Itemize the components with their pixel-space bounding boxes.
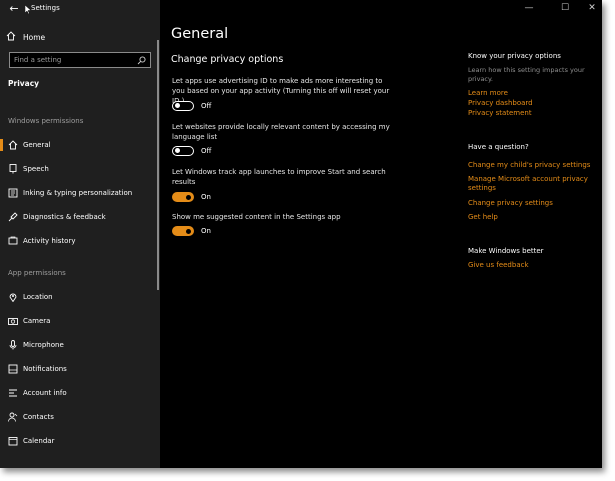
sidebar-item-label: General <box>23 141 51 149</box>
sidebar-item-label: Camera <box>23 317 51 325</box>
home-label: Home <box>23 32 46 42</box>
toggle-state-label: On <box>201 193 211 201</box>
toggle-state-label: On <box>201 227 211 235</box>
back-button[interactable]: ← <box>9 2 19 15</box>
sidebar-item-account-info[interactable] <box>0 386 156 400</box>
privacy-dashboard-link[interactable]: Privacy dashboard <box>468 99 533 107</box>
sidebar-item-label: Contacts <box>23 413 54 421</box>
sidebar-scrollbar[interactable] <box>157 40 159 290</box>
page-title: General <box>171 26 229 42</box>
minimize-button[interactable]: — <box>524 3 534 13</box>
group-app-permissions: App permissions <box>8 269 66 277</box>
sidebar-item-contacts[interactable] <box>0 410 156 424</box>
change-privacy-settings-link[interactable]: Change privacy settings <box>468 199 553 207</box>
toggle-advertising-id[interactable] <box>172 101 194 111</box>
speech-icon <box>8 164 18 174</box>
account-info-icon <box>8 388 18 398</box>
sidebar-item-label: Location <box>23 293 53 301</box>
sidebar-item-general[interactable] <box>0 138 156 152</box>
sidebar <box>0 0 160 468</box>
learn-more-link[interactable]: Learn more <box>468 89 508 97</box>
calendar-icon <box>8 436 18 446</box>
child-privacy-link[interactable]: Change my child's privacy settings <box>468 161 591 169</box>
inking-icon <box>8 188 18 198</box>
toggle-state-label: Off <box>201 102 212 110</box>
sidebar-item-location[interactable] <box>0 290 156 304</box>
sidebar-item-speech[interactable] <box>0 162 156 176</box>
contacts-icon <box>8 412 18 422</box>
sidebar-item-calendar[interactable] <box>0 434 156 448</box>
sidebar-item-label: Speech <box>23 165 49 173</box>
group-windows-permissions: Windows permissions <box>8 117 84 125</box>
option-text-app-launches: Let Windows track app launches to improve Start and search results <box>172 168 386 186</box>
search-input[interactable] <box>9 52 151 68</box>
location-icon <box>8 292 18 302</box>
section-title: Change privacy options <box>171 54 284 65</box>
option-text-language-list: Let websites provide locally relevant content by accessing my language list <box>172 123 390 141</box>
sidebar-item-label: Calendar <box>23 437 55 445</box>
maximize-button[interactable]: ☐ <box>560 3 570 13</box>
know-privacy-heading: Know your privacy options <box>468 52 561 60</box>
home-icon <box>6 31 18 44</box>
activity-history-icon <box>8 236 18 246</box>
notifications-icon <box>8 364 18 374</box>
question-heading: Have a question? <box>468 143 529 151</box>
sidebar-item-label: Inking & typing personalization <box>23 189 133 197</box>
sidebar-section-privacy: Privacy <box>8 79 40 88</box>
general-icon <box>8 140 18 150</box>
toggle-suggested-content[interactable] <box>172 226 194 236</box>
option-text-suggested-content: Show me suggested content in the Settings app <box>172 213 341 221</box>
get-help-link[interactable]: Get help <box>468 213 498 221</box>
sidebar-item-notifications[interactable] <box>0 362 156 376</box>
diagnostics-icon <box>8 212 18 222</box>
toggle-app-launches[interactable] <box>172 192 194 202</box>
give-feedback-link[interactable]: Give us feedback <box>468 261 529 269</box>
sidebar-item-label: Activity history <box>23 237 76 245</box>
privacy-statement-link[interactable]: Privacy statement <box>468 109 532 117</box>
option-text-advertising-id: Let apps use advertising ID to make ads more interesting to you based on your app activity (Turning this off will reset your <box>172 77 390 95</box>
sidebar-item-label: Diagnostics & feedback <box>23 213 106 221</box>
sidebar-item-label: Notifications <box>23 365 67 373</box>
toggle-state-label: Off <box>201 147 212 155</box>
sidebar-item-microphone[interactable] <box>0 338 156 352</box>
toggle-knob <box>186 195 191 200</box>
active-indicator <box>0 139 3 151</box>
microphone-icon <box>8 340 18 350</box>
make-windows-better-heading: Make Windows better <box>468 247 544 255</box>
search-icon[interactable] <box>137 56 146 65</box>
window-title: Settings <box>31 4 60 12</box>
sidebar-item-inking[interactable] <box>0 186 156 200</box>
toggle-language-list[interactable] <box>172 146 194 156</box>
camera-icon <box>8 316 18 326</box>
sidebar-item-label: Account info <box>23 389 67 397</box>
sidebar-item-label: Microphone <box>23 341 64 349</box>
toggle-knob <box>175 148 180 153</box>
microsoft-account-privacy-link[interactable]: Manage Microsoft account privacy settings <box>468 175 588 192</box>
toggle-knob <box>175 103 180 108</box>
sidebar-home[interactable] <box>6 30 156 44</box>
sidebar-item-diagnostics[interactable] <box>0 210 156 224</box>
close-button[interactable]: ✕ <box>588 3 596 13</box>
know-privacy-text: Learn how this setting impacts your privacy. <box>468 66 585 83</box>
sidebar-item-activity-history[interactable] <box>0 234 156 248</box>
toggle-knob <box>186 229 191 234</box>
sidebar-item-camera[interactable] <box>0 314 156 328</box>
search-placeholder: Find a setting <box>14 56 62 64</box>
